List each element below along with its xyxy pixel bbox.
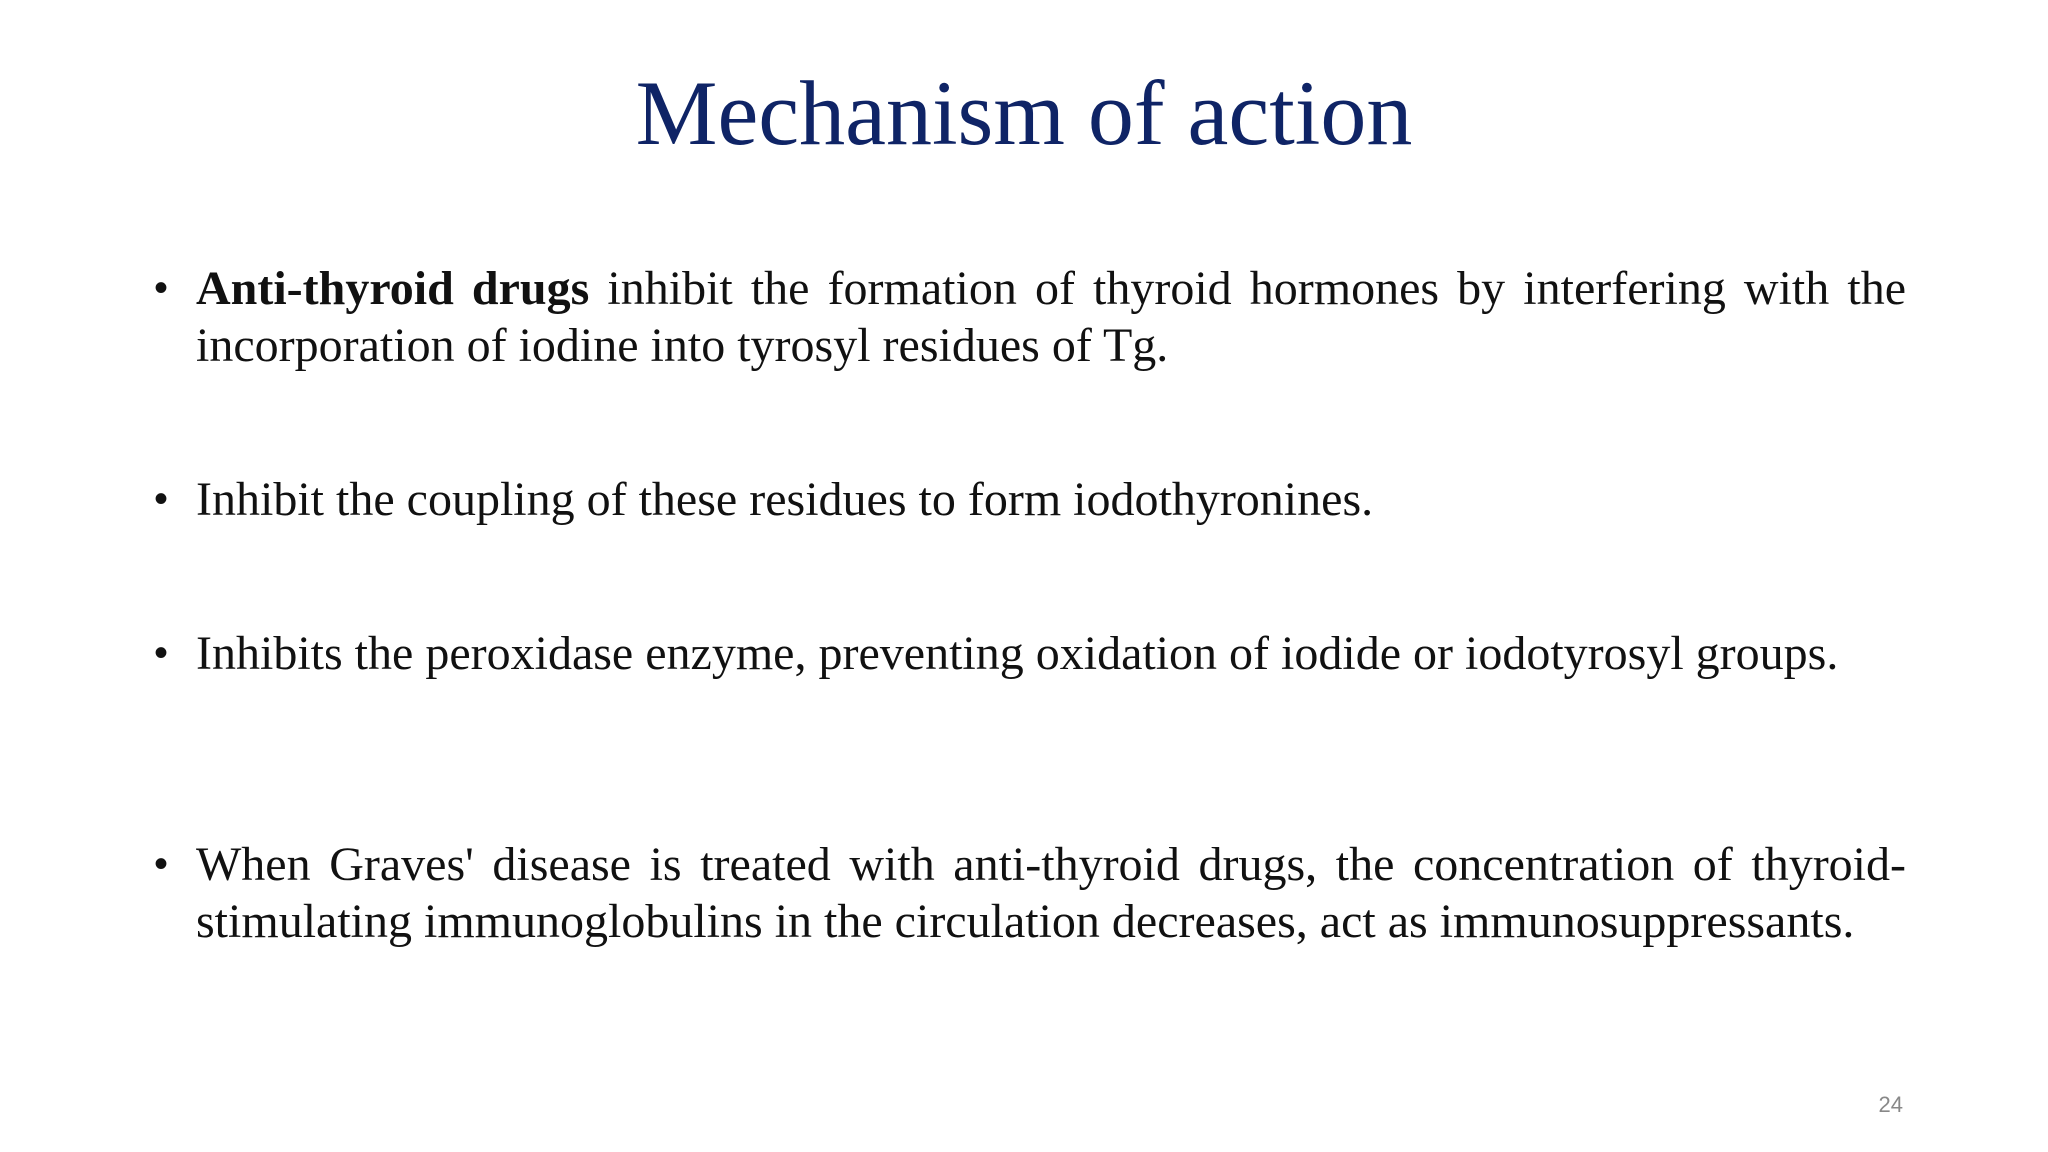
slide-title: Mechanism of action — [635, 62, 1413, 164]
bullet-item — [154, 260, 1907, 374]
bullet-bold-lead: Anti-thyroid drugs — [196, 262, 590, 315]
bullet-text: Inhibit the coupling of these residues to form iodothyronines. — [196, 473, 1374, 526]
bullet-item — [154, 836, 1906, 950]
bullet-text: Inhibits the peroxidase enzyme, preventing oxidation of iodide or iodotyrosyl groups. — [196, 627, 1839, 680]
bullet-item — [154, 471, 1906, 528]
page-number: 24 — [1878, 1092, 1903, 1117]
bullet-icon: • — [154, 266, 169, 310]
bullet-icon: • — [154, 631, 169, 675]
bullet-icon: • — [154, 477, 169, 521]
bullet-text: When Graves' disease is treated with anti-thyroid drugs, the concentration of thyroid-stimulating immunoglobulins in the circulation decreases, act as immunosuppressants. — [196, 838, 1906, 948]
bullet-text: inhibit the formation of thyroid hormones by interfering with the incorporation of iodine into tyrosyl residues of Tg. — [196, 262, 1907, 372]
bullet-item — [154, 625, 1906, 682]
bullet-icon: • — [154, 842, 169, 886]
